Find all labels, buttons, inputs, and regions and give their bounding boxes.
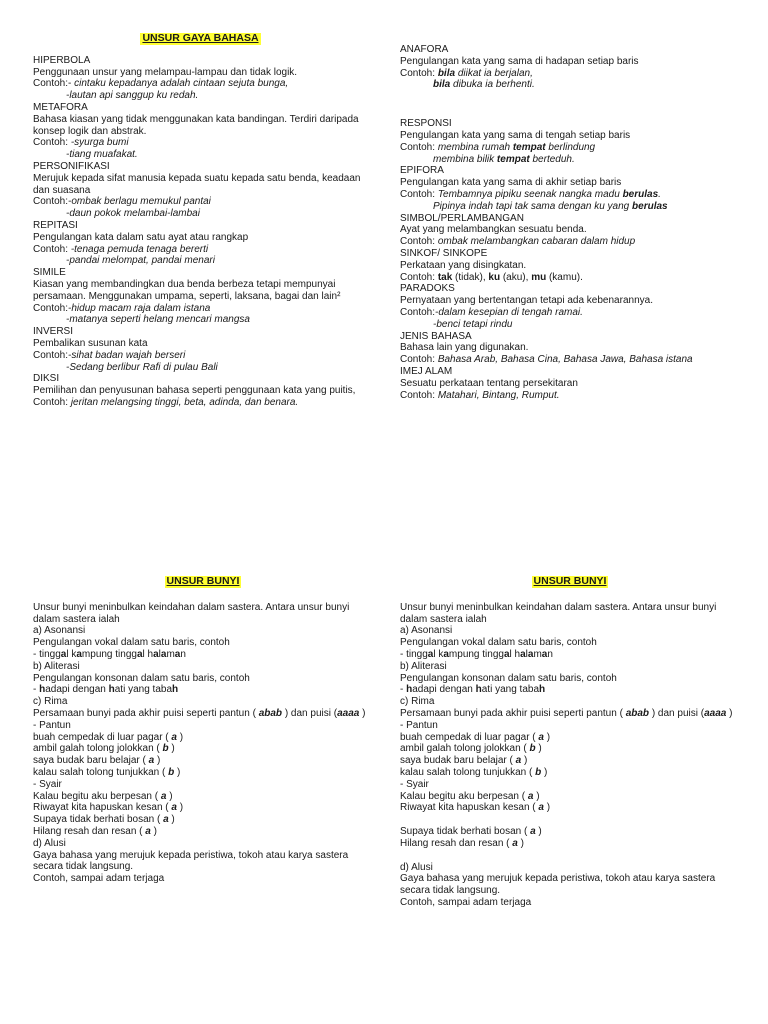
pantun-line: saya budak baru belajar ( a ) — [400, 755, 528, 767]
section-definition: Pengulangan vokal dalam satu baris, contoh — [400, 637, 597, 649]
section-inversi — [33, 326, 368, 373]
section-definition: Persamaan bunyi pada akhir puisi seperti pantun ( abab ) dan puisi (aaaa ) — [33, 707, 366, 719]
example-line: Pipinya indah tapi tak sama dengan ku yang berulas — [433, 200, 668, 212]
syair-line: Hilang resah dan resan ( a ) — [33, 825, 157, 837]
section-heading: b) Aliterasi — [33, 660, 80, 672]
example-line: Contoh: ombak melambangkan cabaran dalam hidup — [400, 236, 636, 248]
example-line: Contoh:-ombak berlagu memukul pantai — [33, 196, 211, 208]
example-line: bila dibuka ia berhenti. — [433, 79, 535, 91]
section-definition: Pengulangan kata yang sama di hadapan setiap baris — [400, 55, 639, 67]
example-line: Contoh: Tembamnya pipiku seenak nangka madu berulas. — [400, 188, 661, 200]
syair-section — [33, 779, 373, 838]
example-line: Contoh: Bahasa Arab, Bahasa Cina, Bahasa Jawa, Bahasa istana — [400, 354, 693, 366]
section-diksi — [33, 373, 368, 408]
rima-section — [33, 696, 373, 720]
example-line: membina bilik tempat berteduh. — [433, 153, 575, 165]
section-definition: Penggunaan unsur yang melampau-lampau dan tidak logik. — [33, 66, 298, 78]
section-jenis-bahasa — [400, 331, 740, 366]
unsur-bunyi-title: UNSUR BUNYI — [533, 575, 607, 587]
section-heading: RESPONSI — [400, 118, 452, 130]
section-heading: INVERSI — [33, 326, 74, 338]
section-definition: Bahasa kiasan yang tidak menggunakan kata bandingan. Terdiri daripada konsep logik dan abstrak. — [33, 113, 359, 137]
section-heading: PERSONIFIKASI — [33, 160, 110, 172]
section-heading: d) Alusi — [33, 837, 66, 849]
section-personifikasi — [33, 161, 368, 220]
section-hiperbola — [33, 55, 368, 102]
section-definition: Pengulangan konsonan dalam satu baris, contoh — [400, 672, 617, 684]
section-definition: Gaya bahasa yang merujuk kepada peristiwa, tokoh atau karya sastera secara tidak langsung. — [400, 873, 716, 897]
aliterasi-example: - hadapi dengan hati yang tabah — [400, 684, 546, 696]
section-heading: JENIS BAHASA — [400, 330, 472, 342]
syair-line: Riwayat kita hapuskan kesan ( a ) — [400, 802, 551, 814]
section-definition: Pengulangan kata dalam satu ayat atau rangkap — [33, 231, 249, 243]
example-line: Contoh: -tenaga pemuda tenaga bererti — [33, 243, 209, 255]
gaya-bahasa-left-column — [33, 33, 368, 409]
section-heading: DIKSI — [33, 373, 60, 385]
asonansi-section — [33, 625, 373, 660]
section-heading: c) Rima — [400, 696, 435, 708]
syair-line: Kalau begitu aku berpesan ( a ) — [400, 790, 540, 802]
section-simile — [33, 267, 368, 326]
page-title: UNSUR GAYA BAHASA — [142, 32, 259, 44]
section-definition: Merujuk kepada sifat manusia kepada suatu kepada satu benda, keadaan dan suasana — [33, 172, 361, 196]
aliterasi-section — [400, 661, 740, 696]
section-definition: Sesuatu perkataan tentang persekitaran — [400, 377, 578, 389]
gaya-bahasa-right-column — [400, 44, 740, 401]
rima-section — [400, 696, 740, 720]
section-definition: Gaya bahasa yang merujuk kepada peristiwa, tokoh atau karya sastera secara tidak langsung. — [33, 849, 349, 873]
example-line: -Sedang berlibur Rafi di pulau Bali — [66, 361, 218, 373]
section-heading: HIPERBOLA — [33, 54, 91, 66]
section-simbol — [400, 213, 740, 248]
section-metafora — [33, 102, 368, 161]
stanza-gap — [400, 814, 740, 826]
asonansi-section — [400, 625, 740, 660]
section-imej-alam — [400, 366, 740, 401]
example-line: -lautan api sanggup ku redah. — [66, 90, 199, 102]
section-heading: REPITASI — [33, 219, 78, 231]
syair-line: Kalau begitu aku berpesan ( a ) — [33, 790, 173, 802]
section-definition: Bahasa lain yang digunakan. — [400, 342, 529, 354]
example-line: Contoh:-hidup macam raja dalam istana — [33, 302, 211, 314]
aliterasi-example: - hadapi dengan hati yang tabah — [33, 684, 179, 696]
syair-section — [400, 779, 740, 850]
section-epifora — [400, 165, 740, 212]
example-line: -benci tetapi rindu — [433, 318, 513, 330]
pantun-line: kalau salah tolong tunjukkan ( b ) — [400, 766, 548, 778]
pantun-section — [33, 720, 373, 779]
section-definition: Pernyataan yang bertentangan tetapi ada kebenarannya. — [400, 295, 653, 307]
section-heading: d) Alusi — [400, 861, 433, 873]
section-heading: EPIFORA — [400, 165, 444, 177]
example-line: -matanya seperti helang mencari mangsa — [66, 314, 250, 326]
section-heading: IMEJ ALAM — [400, 365, 453, 377]
syair-line: Hilang resah dan resan ( a ) — [400, 837, 524, 849]
section-heading: - Syair — [400, 778, 429, 790]
example-line: Contoh: Matahari, Bintang, Rumput. — [400, 389, 560, 401]
section-heading: - Pantun — [33, 719, 71, 731]
example-line: Contoh: membina rumah tempat berlindung — [400, 141, 596, 153]
example-line: Contoh:-sihat badan wajah berseri — [33, 349, 186, 361]
example-line: Contoh, sampai adam terjaga — [400, 896, 532, 908]
pantun-line: saya budak baru belajar ( a ) — [33, 755, 161, 767]
bunyi-intro: Unsur bunyi meninbulkan keindahan dalam sastera. Antara unsur bunyi dalam sastera ialah — [400, 601, 717, 625]
section-heading: SINKOF/ SINKOPE — [400, 247, 488, 259]
syair-line: Supaya tidak berhati bosan ( a ) — [33, 814, 175, 826]
example-line: Contoh: -syurga bumi — [33, 137, 129, 149]
asonansi-example: - tinggal kampung tinggal halaman — [33, 648, 186, 660]
asonansi-example: - tinggal kampung tinggal halaman — [400, 648, 553, 660]
bunyi-intro: Unsur bunyi meninbulkan keindahan dalam sastera. Antara unsur bunyi dalam sastera ialah — [33, 601, 350, 625]
example-line: Contoh: bila diikat ia berjalan, — [400, 67, 533, 79]
example-line: -daun pokok melambai-lambai — [66, 208, 200, 220]
unsur-bunyi-right — [400, 576, 740, 909]
example-line: -pandai melompat, pandai menari — [66, 255, 215, 267]
section-repitasi — [33, 220, 368, 267]
example-line: Contoh: tak (tidak), ku (aku), mu (kamu). — [400, 271, 583, 283]
example-line: Contoh:- cintaku kepadanya adalah cintaan sejuta bunga, — [33, 78, 289, 90]
section-heading: SIMILE — [33, 267, 66, 279]
example-line: Contoh:-dalam kesepian di tengah ramai. — [400, 306, 583, 318]
pantun-line: kalau salah tolong tunjukkan ( b ) — [33, 766, 181, 778]
section-sinkof — [400, 248, 740, 283]
alusi-section — [400, 862, 740, 909]
example-line: -tiang muafakat. — [66, 149, 138, 161]
example-line: Contoh, sampai adam terjaga — [33, 873, 165, 885]
section-anafora — [400, 44, 740, 91]
section-heading: SIMBOL/PERLAMBANGAN — [400, 212, 524, 224]
section-definition: Pengulangan kata yang sama di akhir setiap baris — [400, 177, 622, 189]
section-definition: Pemilihan dan penyusunan bahasa seperti penggunaan kata yang puitis, — [33, 385, 356, 397]
section-definition: Kiasan yang membandingkan dua benda berbeza tetapi mempunyai persamaan. Menggunakan umpama, seperti, laksana, bagai dan lain² — [33, 278, 341, 302]
pantun-line: ambil galah tolong jolokkan ( b ) — [33, 743, 175, 755]
section-responsi — [400, 118, 740, 165]
section-definition: Pengulangan konsonan dalam satu baris, contoh — [33, 672, 250, 684]
pantun-line: ambil galah tolong jolokkan ( b ) — [400, 743, 542, 755]
section-heading: c) Rima — [33, 696, 68, 708]
section-definition: Pengulangan vokal dalam satu baris, contoh — [33, 637, 230, 649]
section-definition: Pengulangan kata yang sama di tengah setiap baris — [400, 129, 631, 141]
section-heading: PARADOKS — [400, 283, 455, 295]
syair-line: Riwayat kita hapuskan kesan ( a ) — [33, 802, 184, 814]
section-heading: ANAFORA — [400, 44, 449, 55]
section-paradoks — [400, 283, 740, 330]
alusi-section — [33, 838, 373, 885]
section-definition: Persamaan bunyi pada akhir puisi seperti pantun ( abab ) dan puisi (aaaa ) — [400, 707, 733, 719]
section-definition: Perkataan yang disingkatan. — [400, 259, 527, 271]
pantun-section — [400, 720, 740, 779]
pantun-line: buah cempedak di luar pagar ( a ) — [33, 731, 184, 743]
section-heading: a) Asonansi — [33, 625, 86, 637]
syair-line: Supaya tidak berhati bosan ( a ) — [400, 825, 542, 837]
unsur-bunyi-title: UNSUR BUNYI — [166, 575, 240, 587]
section-definition: Ayat yang melambangkan sesuatu benda. — [400, 224, 587, 236]
unsur-bunyi-left — [33, 576, 373, 885]
pantun-line: buah cempedak di luar pagar ( a ) — [400, 731, 551, 743]
section-heading: - Pantun — [400, 719, 438, 731]
section-definition: Pembalikan susunan kata — [33, 337, 148, 349]
section-heading: - Syair — [33, 778, 62, 790]
section-heading: a) Asonansi — [400, 625, 453, 637]
section-heading: b) Aliterasi — [400, 660, 447, 672]
section-heading: METAFORA — [33, 101, 88, 113]
example-line: Contoh: jeritan melangsing tinggi, beta, adinda, dan benara. — [33, 396, 299, 408]
aliterasi-section — [33, 661, 373, 696]
